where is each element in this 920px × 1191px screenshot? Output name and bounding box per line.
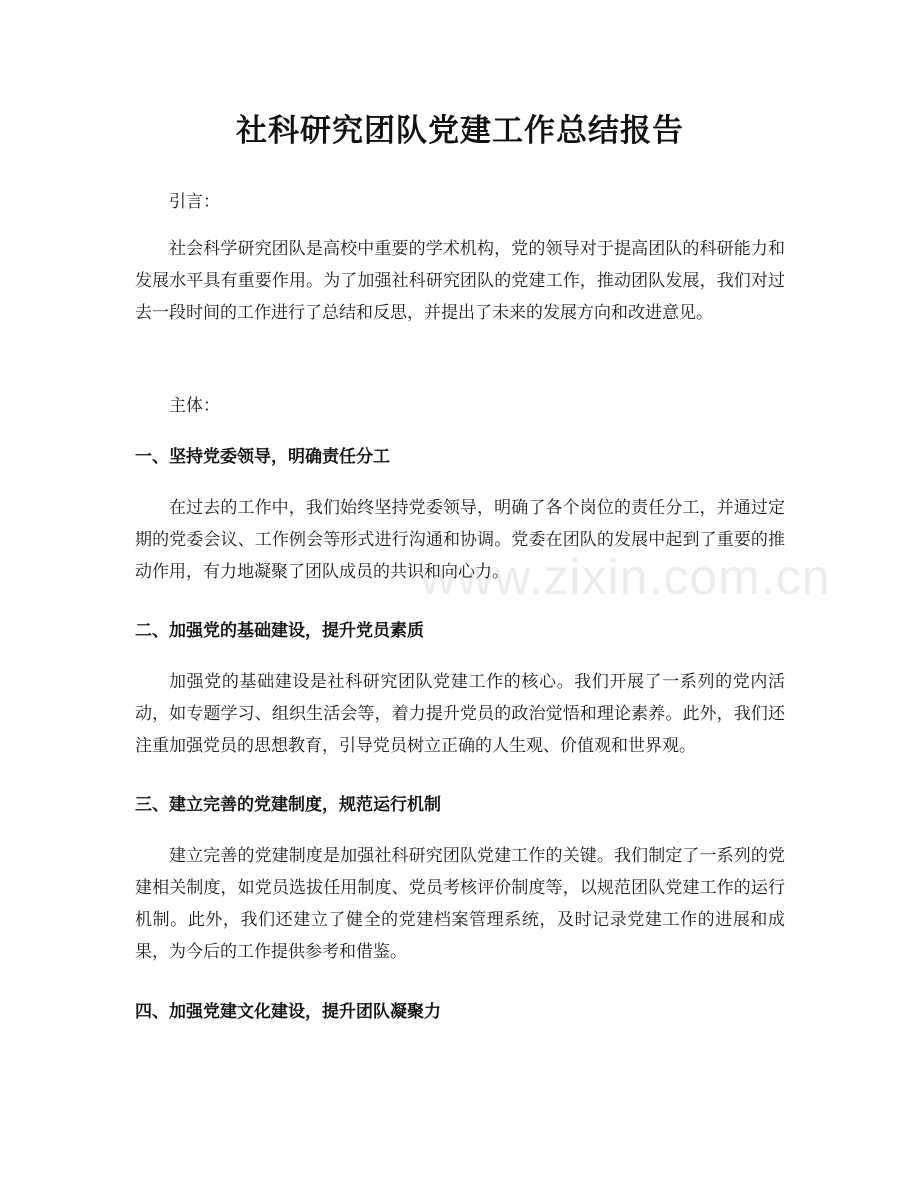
intro-label: 引言： [169,192,220,212]
section-paragraph-2: 加强党的基础建设是社科研究团队党建工作的核心。我们开展了一系列的党内活动，如专题学习、组织生活会等，着力提升党员的政治觉悟和理论素养。此外，我们还注重加强党员的思想教育，引导党员树立正确的人生观、价值观和世界观。 [135,672,785,756]
section-heading-3: 三、建立完善的党建制度，规范运行机制 [135,795,441,815]
section-heading-2: 二、加强党的基础建设，提升党员素质 [135,621,424,641]
body-label: 主体： [169,396,220,416]
intro-paragraph: 社会科学研究团队是高校中重要的学术机构，党的领导对于提高团队的科研能力和发展水平具有重要作用。为了加强社科研究团队的党建工作，推动团队发展，我们对过去一段时间的工作进行了总结和反思，并提出了未来的发展方向和改进意见。 [135,239,785,323]
section-paragraph-3: 建立完善的党建制度是加强社科研究团队党建工作的关键。我们制定了一系列的党建相关制度，如党员选拔任用制度、党员考核评价制度等，以规范团队党建工作的运行机制。此外，我们还建立了健全的党建档案管理系统，及时记录党建工作的进展和成果，为今后的工作提供参考和借鉴。 [135,846,785,962]
section-heading-1: 一、坚持党委领导，明确责任分工 [135,447,390,467]
watermark: www.zixin.com.cn [420,549,831,605]
page-title: 社科研究团队党建工作总结报告 [236,113,684,149]
section-heading-4: 四、加强党建文化建设，提升团队凝聚力 [135,1002,441,1022]
section-paragraph-1: 在过去的工作中，我们始终坚持党委领导，明确了各个岗位的责任分工，并通过定期的党委会议、工作例会等形式进行沟通和协调。党委在团队的发展中起到了重要的推动作用，有力地凝聚了团队成员的共识和向心力。 [135,498,785,582]
